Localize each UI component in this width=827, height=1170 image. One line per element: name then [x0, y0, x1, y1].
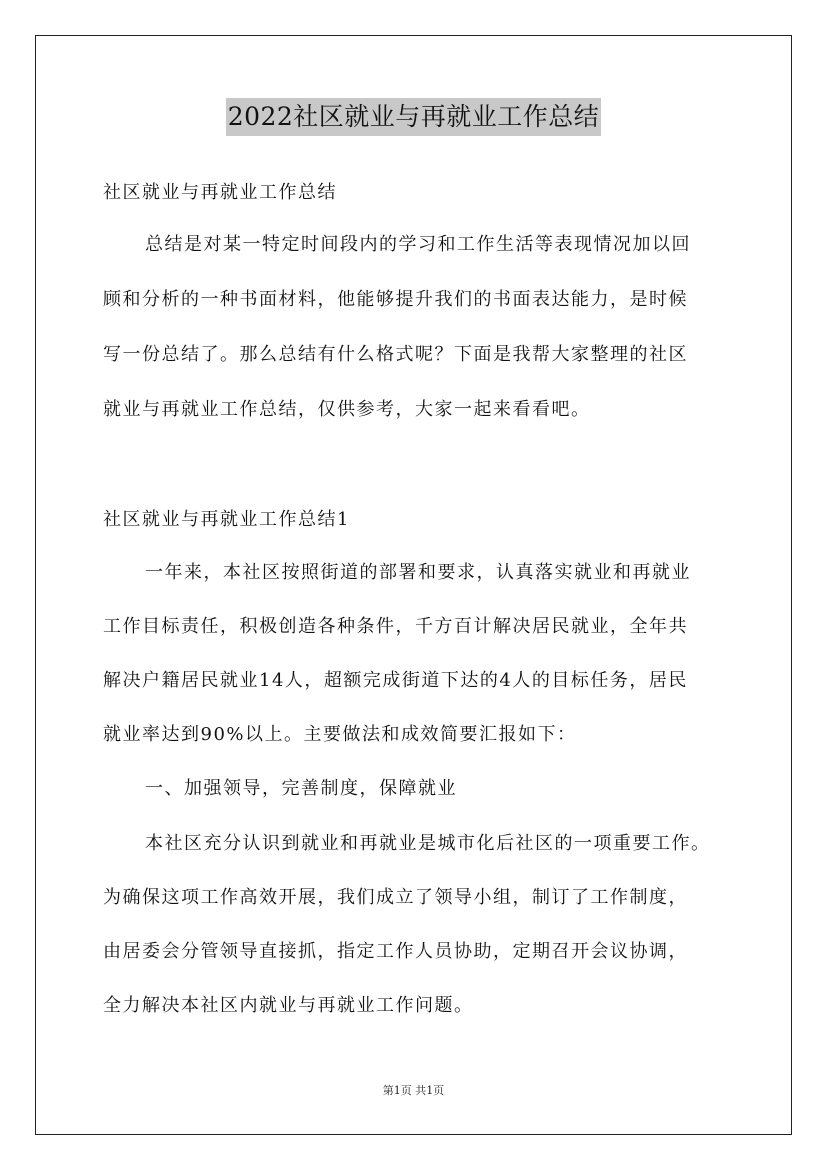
paragraph-line: 写一份总结了。那么总结有什么格式呢？下面是我帮大家整理的社区	[103, 344, 688, 365]
paragraph-line: 本社区充分认识到就业和再就业是城市化后社区的一项重要工作。	[145, 833, 711, 854]
paragraph-line: 由居委会分管领导直接抓，指定工作人员协助，定期召开会议协调，	[103, 941, 688, 962]
paragraph-line: 工作目标责任，积极创造各种条件，千方百计解决居民就业，全年共	[103, 616, 688, 637]
title-container	[0, 98, 827, 136]
paragraph-line: 就业率达到90%以上。主要做法和成效简要汇报如下：	[103, 724, 577, 745]
paragraph-line: 全力解决本社区内就业与再就业工作问题。	[103, 995, 474, 1016]
section-heading: 社区就业与再就业工作总结1	[103, 509, 350, 530]
paragraph-line: 顾和分析的一种书面材料，他能够提升我们的书面表达能力，是时候	[103, 289, 688, 310]
section-heading: 社区就业与再就业工作总结	[103, 182, 337, 203]
paragraph-line: 就业与再就业工作总结，仅供参考，大家一起来看看吧。	[103, 399, 591, 420]
page-number: 第1页 共1页	[382, 1084, 445, 1097]
subsection-heading: 一、加强领导，完善制度，保障就业	[145, 778, 457, 799]
paragraph-line: 解决户籍居民就业14人，超额完成街道下达的4人的目标任务，居民	[103, 670, 688, 691]
paragraph-line: 一年来，本社区按照街道的部署和要求，认真落实就业和再就业	[145, 562, 691, 583]
paragraph-line: 总结是对某一特定时间段内的学习和工作生活等表现情况加以回	[145, 234, 691, 255]
paragraph-line: 为确保这项工作高效开展，我们成立了领导小组，制订了工作制度，	[103, 887, 688, 908]
document-title: 2022社区就业与再就业工作总结	[226, 98, 602, 136]
